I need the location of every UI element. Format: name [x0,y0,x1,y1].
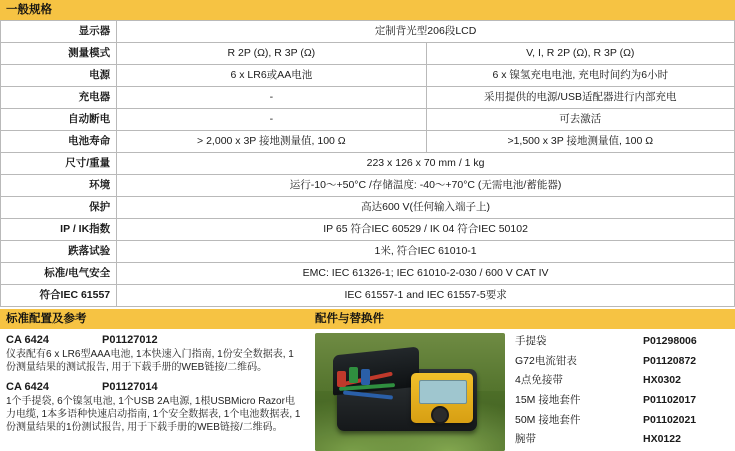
spec-value: 定制背光型206段LCD [117,21,735,43]
clamp-blue [361,369,370,385]
spec-label: 符合IEC 61557 [1,285,117,307]
list-item [515,333,697,353]
accessories-body [309,329,735,451]
accessories-panel [309,309,735,451]
reference-code: P01127014 [102,381,158,393]
reference-model: CA 6424 [6,334,50,346]
accessory-name: G72电流钳表 [515,354,577,367]
accessory-code: P01102017 [643,393,697,406]
clamp-green [349,367,358,383]
standard-config-panel [0,309,309,451]
accessory-code: HX0302 [643,374,681,387]
table-row [1,21,735,43]
list-item [515,392,697,412]
spec-value: 运行-10～+50°C /存储温度: -40～+70°C (无需电池/蓄能器) [117,175,735,197]
spec-value-b: 可去激活 [426,109,734,131]
accessory-name: 腕带 [515,433,536,446]
list-item [515,431,697,451]
accessory-name: 50M 接地套件 [515,413,581,426]
spec-value-b: >1,500 x 3P 接地测量值, 100 Ω [426,131,734,153]
section-header-standard-config: 标准配置及参考 [0,309,309,329]
spec-label: 标准/电气安全 [1,263,117,285]
reference-title-row [6,334,303,346]
list-item [515,412,697,432]
lower-panels [0,309,735,451]
spec-value: 223 x 126 x 70 mm / 1 kg [117,153,735,175]
table-row [1,241,735,263]
spec-value: EMC: IEC 61326-1; IEC 61010-2-030 / 600 V CAT IV [117,263,735,285]
section-header-general-specs: 一般规格 [0,0,735,20]
spec-value-b: 6 x 镍氢充电电池, 充电时间约为6小时 [426,65,734,87]
table-row [1,87,735,109]
spec-label: 测量模式 [1,43,117,65]
section-header-accessories: 配件与替换件 [309,309,735,329]
spec-value-a: - [117,87,426,109]
spec-value-a: > 2,000 x 3P 接地测量值, 100 Ω [117,131,426,153]
list-item [515,372,697,392]
spec-label: 电池寿命 [1,131,117,153]
table-row [1,153,735,175]
accessory-code: P01102021 [643,413,697,426]
spec-value: 1米, 符合IEC 61010-1 [117,241,735,263]
spec-value: IEC 61557-1 and IEC 61557-5要求 [117,285,735,307]
spec-value-a: - [117,109,426,131]
spec-value-b: 采用提供的电源/USB适配器进行内部充电 [426,87,734,109]
accessory-name: 手提袋 [515,335,547,347]
reference-model: CA 6424 [6,381,50,393]
spec-label: 环境 [1,175,117,197]
specifications-table [0,20,735,307]
accessory-name: 4点免接带 [515,374,563,387]
table-row [1,219,735,241]
spec-label: 电源 [1,65,117,87]
spec-label: 尺寸/重量 [1,153,117,175]
product-photo [315,333,505,451]
standard-config-body [0,329,309,434]
table-row [1,109,735,131]
spec-label: 充电器 [1,87,117,109]
spec-value-a: R 2P (Ω), R 3P (Ω) [117,43,426,65]
accessories-table [515,333,697,451]
reference-item [6,381,303,434]
reference-title-row [6,381,303,393]
table-row [1,285,735,307]
accessory-name: 15M 接地套件 [515,393,581,406]
accessory-code: HX0122 [643,433,681,446]
earth-tester-device [411,373,473,423]
clamp-red [337,371,346,387]
accessory-code: P01120872 [643,354,697,367]
device-rotary-dial [431,406,449,424]
reference-description: 仪表配有6 x LR6型AAA电池, 1本快速入门指南, 1份安全数据表, 1份测量结果的测试报告, 用于下载手册的WEB链接/二维码。 [6,349,294,373]
table-row [1,131,735,153]
list-item [515,353,697,373]
spec-label: IP / IK指数 [1,219,117,241]
reference-item [6,334,303,374]
table-row [1,65,735,87]
table-row [1,197,735,219]
spec-label: 显示器 [1,21,117,43]
spec-label: 保护 [1,197,117,219]
spec-value-a: 6 x LR6或AA电池 [117,65,426,87]
table-row [1,175,735,197]
device-lcd-screen [419,380,467,404]
reference-description: 1个手提袋, 6个镍氢电池, 1个USB 2A电源, 1根USBMicro Razor电力电缆, 1本多语种快速启动指南, 1个安全数据表, 1个电池数据表, 1份测量结果的1份测试报告, 用于下载手册的WEB链接/二维码。 [6,396,301,433]
reference-code: P01127012 [102,334,158,346]
accessory-code: P01298006 [643,335,697,347]
spec-value: IP 65 符合IEC 60529 / IK 04 符合IEC 50102 [117,219,735,241]
spec-label: 自动断电 [1,109,117,131]
spec-value-b: V, I, R 2P (Ω), R 3P (Ω) [426,43,734,65]
spec-value: 高达600 V(任何输入端子上) [117,197,735,219]
table-row [1,43,735,65]
spec-label: 跌落试验 [1,241,117,263]
table-row [1,263,735,285]
